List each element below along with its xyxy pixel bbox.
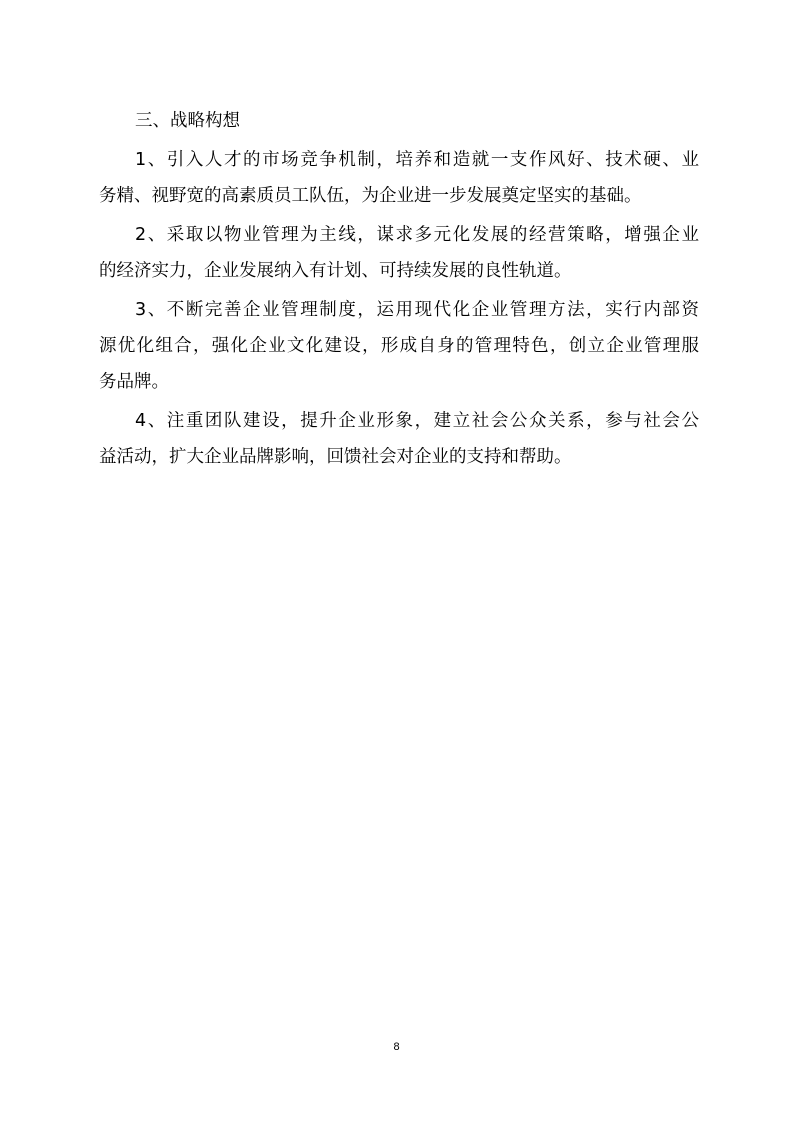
paragraph-2 xyxy=(99,217,699,289)
paragraph-4 xyxy=(99,403,699,475)
paragraph-3 xyxy=(99,292,699,400)
paragraph-line: 的经济实力，企业发展纳入有计划、可持续发展的良性轨道。 xyxy=(99,261,572,281)
paragraph-line: 2、采取以物业管理为主线，谋求多元化发展的经营策略，增强企业 xyxy=(135,225,699,245)
paragraph-line: 3、不断完善企业管理制度，运用现代化企业管理方法，实行内部资 xyxy=(135,300,699,320)
page-number: 8 xyxy=(393,1041,400,1053)
paragraph-line: 益活动，扩大企业品牌影响，回馈社会对企业的支持和帮助。 xyxy=(99,447,572,467)
section-heading: 三、战略构想 xyxy=(135,111,240,131)
paragraph-line: 1、引入人才的市场竞争机制，培养和造就一支作风好、技术硬、业 xyxy=(135,150,699,170)
paragraph-line: 源优化组合，强化企业文化建设，形成自身的管理特色，创立企业管理服 xyxy=(99,336,699,356)
paragraph-1 xyxy=(99,142,699,214)
paragraph-line: 务品牌。 xyxy=(99,372,169,392)
paragraph-line: 务精、视野宽的高素质员工队伍，为企业进一步发展奠定坚实的基础。 xyxy=(99,186,642,206)
paragraph-line: 4、注重团队建设，提升企业形象，建立社会公众关系，参与社会公 xyxy=(135,411,699,431)
document-body xyxy=(99,103,699,478)
